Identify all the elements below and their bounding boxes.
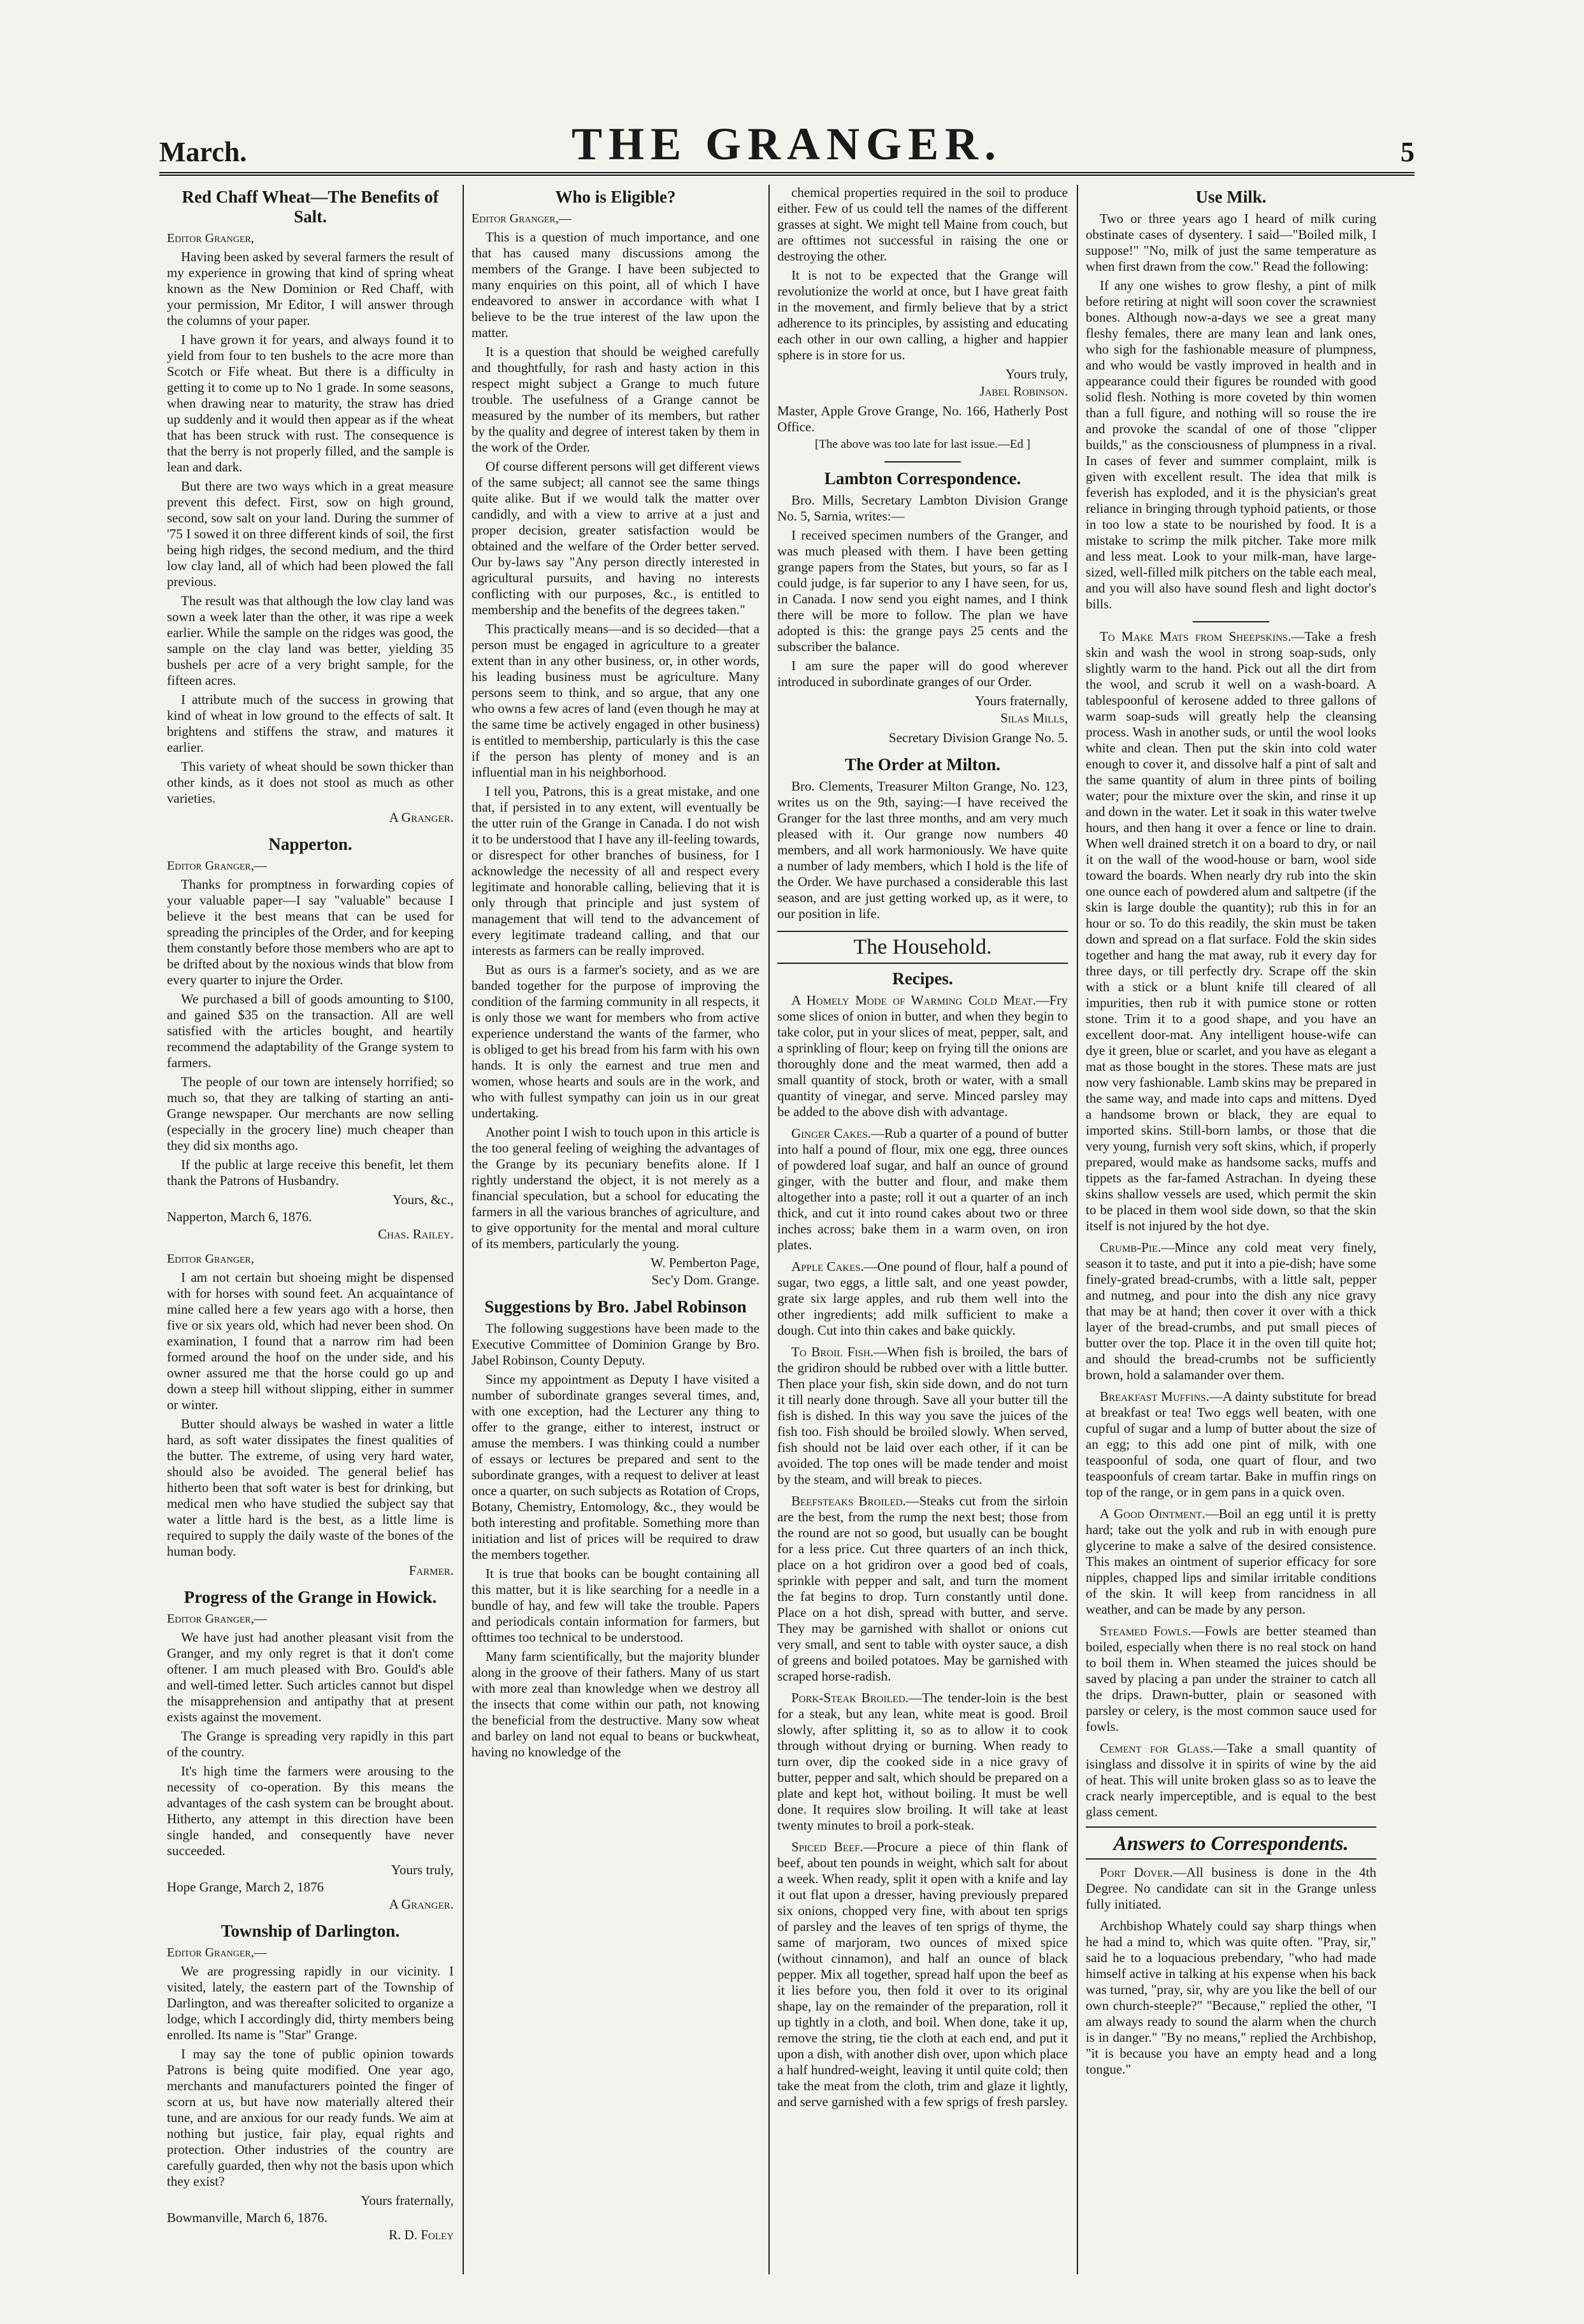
paragraph: I received specimen numbers of the Granger, and was much pleased with them. I have been getting grange papers from the States, but yours, so far as I could judge, is far superior to any I have seen, for us, in Canada. I now send you eight names, and I think there will be more to follow. The plan we have adopted is this: the grange pays 25 cents and the subscriber the balance. bbox=[777, 527, 1068, 654]
column-4 bbox=[1086, 185, 1376, 2268]
paragraph: The following suggestions have been made to the Executive Committee of Dominion Grange by Bro. Jabel Robinson, County Deputy. bbox=[472, 1321, 760, 1368]
recipe-title: Spiced Beef. bbox=[791, 1839, 863, 1854]
paragraph: Butter should always be washed in water a little hard, as soft water dissipates the finest qualities of the butter. The extreme, of using very hard water, should also be avoided. The general belief has hitherto been that soft water is best for drinking, but medical men who have studied the subject say that water a little hard is the best, as a little lime is required to supply the daily waste of the bones of the human body. bbox=[167, 1416, 454, 1559]
signature-title: Sec'y Dom. Grange. bbox=[651, 1272, 760, 1288]
recipe bbox=[777, 1493, 1068, 1684]
dateline: Napperton, March 6, 1876. bbox=[167, 1209, 312, 1224]
paragraph: This variety of wheat should be sown thicker than other kinds, as it does not stool as much as other varieties. bbox=[167, 759, 454, 806]
paragraph: It is true that books can be bought containing all this matter, but it is like searching for a needle in a bundle of hay, and few will take the trouble. Papers and periodicals contain information for farmers, but ofttimes too technical to be understood. bbox=[472, 1566, 760, 1645]
article-heading: Township of Darlington. bbox=[220, 1921, 400, 1940]
paragraph: I am sure the paper will do good wherever introduced in subordinate granges of our Order. bbox=[777, 658, 1068, 689]
dateline: Bowmanville, March 6, 1876. bbox=[167, 2210, 328, 2225]
recipe bbox=[777, 1690, 1068, 1833]
article-horses-and-water bbox=[167, 1251, 454, 1579]
tip-text: —Take a small quantity of isinglass and dissolve it in spirits of wine by the aid of heat. This will unite broken glass so as to leave the crack nearly imperceptible, and is equal to the best glass cement. bbox=[1086, 1740, 1376, 1819]
recipe-title: Ginger Cakes. bbox=[791, 1126, 871, 1141]
article-red-chaff-wheat bbox=[167, 187, 454, 826]
salutation: Editor Granger, bbox=[167, 231, 254, 245]
paragraph: Having been asked by several farmers the result of my experience in growing that kind of spring wheat known as the New Dominion or Red Chaff, with your permission, Mr Editor, I will answer through the columns of your paper. bbox=[167, 249, 454, 328]
anecdote: Archbishop Whately could say sharp things when he had a mind to, which was quite often. "Pray, sir," said he to a loquacious prebendary, "who had made himself active in talking at his expense when his back was turned, "pray, sir, why are you like the bell of our own church-steeple?" "Because," replied the other, "I am always ready to sound the alarm when the church is in danger." "By no means," replied the Archbishop, "it is because you have an empty head and a long tongue." bbox=[1086, 1918, 1376, 2077]
salutation: Editor Granger,— bbox=[167, 1612, 267, 1626]
answer-item bbox=[1086, 1865, 1376, 1912]
tip-text: —Fowls are better steamed than boiled, especially when there is no real stock on hand to boil them in. When steamed the juices should be saved by placing a pan under the strainer to catch all the drips. Drawn-butter, plain or seasoned with parsley or celery, is the most common sauce used for fowls. bbox=[1086, 1623, 1376, 1734]
salutation: Editor Granger, bbox=[167, 1252, 254, 1266]
tip-text: —Mince any cold meat very finely, season it to taste, and put it into a pie-dish; have some finely-grated bread-crumbs, with a little salt, pepper and nutmeg, and pour into the dish any nice gravy that may be at hand; then cover it over with a thick layer of the bread-crumbs, and put small pieces of butter over the top. Place it in the oven till quite hot; and should the bread-crumbs not be sufficiently brown, hold a salamander over them. bbox=[1086, 1240, 1376, 1382]
paragraph: It is not to be expected that the Grange will revolutionize the world at once, but I have great faith in the movement, and firmly believe that by a strict adherence to its principles, by assisting and educating each other in our own calling, a higher and happier sphere is in store for us. bbox=[777, 268, 1068, 362]
paragraph: I tell you, Patrons, this is a great mistake, and one that, if persisted in to any extent, will eventually be the utter ruin of the Grange in Canada. I do not wish it to be understood that I have any ill-feeling towards, or disrespect for other branches of business, for I acknowledge the necessity of all and respect every legitimate and honorable calling, believing that it is only through that principle and just system of management that will tend to the advancement of every legitimate tradeand calling, and that our interests as farmers can be really improved. bbox=[472, 784, 760, 958]
closing: Yours truly, bbox=[391, 1862, 454, 1877]
recipe-title: Beefsteaks Broiled. bbox=[791, 1493, 906, 1509]
tip-title: Cement for Glass. bbox=[1100, 1740, 1214, 1756]
newspaper-title: THE GRANGER. bbox=[571, 118, 1003, 169]
household-tip bbox=[1086, 1240, 1376, 1383]
tip-title: Steamed Fowls. bbox=[1100, 1623, 1192, 1639]
recipe-title: To Broil Fish. bbox=[791, 1344, 874, 1359]
divider bbox=[1193, 621, 1269, 622]
signature: A Granger. bbox=[389, 1897, 454, 1912]
masthead bbox=[159, 115, 1415, 176]
paragraph: If any one wishes to grow fleshy, a pint of milk before retiring at night will soon cover the scrawniest bones. Although now-a-days we see a great many fleshy females, there are many lean and lank ones, who sigh for the fashionable measure of plumpness, and who would be vastly improved in health and in appearance could their figures be rounded with good solid flesh. Nothing is more coveted by thin women than a full figure, and nothing will so rouse the ire and provoke the scandal of one of those "clipper builds," as the consciousness of plumpness in a rival. In cases of fever and summer complaint, milk is given with excellent result. The idea that milk is feverish has exploded, and it is the physician's great reliance in bringing through typhoid patients, or those in too low a state to be nourished by food. It is a mistake to scrimp the milk pitcher. Take more milk and less meat. Look to your milk-man, have large-sized, well-filled milk pitchers on the table each meal, and you will also have sound flesh and light doctor's bills. bbox=[1086, 278, 1376, 612]
column-2 bbox=[472, 185, 760, 2268]
paragraph: Another point I wish to touch upon in this article is the too general feeling of weighing the advantages of the Grange by its pecuniary benefits alone. If I rightly understand the object, it is not merely as a financial speculation, but a school for educating the farmers in all the various branches of agriculture, and to give opportunity for the mental and moral culture of its members, particularly the young. bbox=[472, 1124, 760, 1251]
paragraph: We purchased a bill of goods amounting to $100, and gained $35 on the transaction. All are well satisfied with the articles bought, and heartily recommend the adaptability of the Grange system to farmers. bbox=[167, 991, 454, 1070]
page-number: 5 bbox=[1400, 136, 1415, 168]
recipe-title: Pork-Steak Broiled. bbox=[791, 1690, 909, 1705]
editor-note: [The above was too late for last issue.—Ed ] bbox=[814, 438, 1031, 451]
recipe-text: —Fry some slices of onion in butter, and when they begin to take color, put in your slices of meat, pepper, salt, and a sprinkling of flour; keep on frying till the onions are thoroughly done and the meat warmed, then add a small quantity of stock, broth or water, with a small quantity of vinegar, and serve. Minced parsley may be added to the above dish with advantage. bbox=[777, 993, 1068, 1119]
article-napperton bbox=[167, 835, 454, 1242]
signature: Silas Mills, bbox=[1000, 710, 1068, 726]
salutation: Editor Granger,— bbox=[167, 1946, 267, 1960]
section-heading-household: The Household. bbox=[777, 931, 1068, 964]
paragraph: The result was that although the low clay land was sown a week later than the other, it was ripe a week earlier. While the sample on the ridges was good, the sample on the clay land was better, yielding 35 bushels per acre of a very bright sample, for the fifteen acres. bbox=[167, 593, 454, 688]
salutation: Editor Granger,— bbox=[472, 212, 572, 226]
paragraph: I have grown it for years, and always found it to yield from four to ten bushels to the acre more than Scotch or Fife wheat. But there is a difficulty in getting it to come up to No 1 grade. In some seasons, when drawing near to maturity, the straw has dried up suddenly and it would then appear as if the wheat that has been struck with rust. The consequence is that the berry is not properly filled, and the sample is lean and dark. bbox=[167, 332, 454, 475]
recipe bbox=[777, 1259, 1068, 1338]
article-lambton bbox=[777, 469, 1068, 746]
article-heading: Red Chaff Wheat—The Benefits of Salt. bbox=[182, 187, 439, 226]
tip-title: Breakfast Muffins. bbox=[1100, 1389, 1209, 1404]
paragraph: We have just had another pleasant visit from the Granger, and my only regret is that it don't come oftener. I am much pleased with Bro. Gould's able and well-timed letter. Such articles cannot but dispel the misapprehension and antipathy that at present exists against the movement. bbox=[167, 1630, 454, 1725]
recipe-text: —Steaks cut from the sirloin are the best, from the rump the next best; those from the round are not so good, but usually can be bought for a less price. Cut three quarters of an inch thick, place on a hot gridiron over a good bed of coals, sprinkle with pepper and salt, and turn the moment the fat begins to drop. Turn constantly until done. Place on a hot dish, spread with butter, and serve. They may be garnished with shallot or onions cut very small, and sent to table with oyster sauce, a dish of greens and boiled potatoes. May be garnished with scraped horse-radish. bbox=[777, 1493, 1068, 1684]
paragraph: chemical properties required in the soil to produce either. Few of us could tell the names of the different grasses at sight. We might tell Maine from couch, but are ofttimes not successful in raising the one or destroying the other. bbox=[777, 185, 1068, 264]
answer-title: Port Dover. bbox=[1100, 1865, 1173, 1880]
article-heading: Napperton. bbox=[268, 835, 352, 854]
paragraph: But there are two ways which in a great measure prevent this defect. First, sow on high ground, second, sow salt on your land. During the summer of '75 I sowed it on three different kinds of soil, the first being high ridges, the second medium, and the third low clay land, all of which had been plowed the fall previous. bbox=[167, 478, 454, 589]
article-heading: Who is Eligible? bbox=[555, 187, 676, 206]
article-heading: Use Milk. bbox=[1195, 187, 1267, 206]
article-darlington bbox=[167, 1921, 454, 2243]
recipe bbox=[777, 1344, 1068, 1488]
paragraph: Since my appointment as Deputy I have visited a number of subordinate granges several times, and, with one exception, had the Lecturer any thing to offer to the grange, either to interest, instruct or amuse the members. I was thinking could a number of essays or lectures be prepared and sent to the subordinate granges, with a request to deliver at least once a quarter, on such subjects as Rotation of Crops, Botany, Chemistry, Entomology, &c., they would be both interesting and profitable. Something more than initiation and list of prices will be required to draw the members together. bbox=[472, 1372, 760, 1562]
paragraph: Of course different persons will get different views of the same subject; all cannot see the same things quite alike. But if we would talk the matter over candidly, and with a view to arrive at a just and proper decision, greater satisfaction would be obtained and the welfare of the Order better served. Our by-laws say "Any person directly interested in agricultural pursuits, and having no interests conflicting with our purposes, &c., is entitled to membership and the benefits of the degrees taken." bbox=[472, 459, 760, 617]
signature: A Granger. bbox=[389, 810, 454, 825]
signature: Farmer. bbox=[408, 1563, 454, 1578]
closing: Yours fraternally, bbox=[361, 2193, 454, 2208]
paragraph: But as ours is a farmer's society, and as we are banded together for the purpose of improving the condition of the farming community in all respects, it is only those we want for members who from active experience understand the wants of the farmer, who is obliged to get his bread from his farm with his own hands. It is only the earnest and true men and women, whose hearts and souls are in the work, and who with fullest sympathy can join us in our great undertaking. bbox=[472, 962, 760, 1121]
signature: R. D. Foley bbox=[389, 2227, 454, 2242]
salutation: Editor Granger,— bbox=[167, 859, 267, 873]
article-milton bbox=[777, 755, 1068, 922]
recipes-heading: Recipes. bbox=[892, 969, 953, 988]
answer-text: —All business is done in the 4th Degree. No candidate can sit in the Grange unless fully initiated. bbox=[1086, 1865, 1376, 1912]
paragraph: Two or three years ago I heard of milk curing obstinate cases of dysentery. I said—"Boiled milk, I suppose!" "No, milk of just the same temperature as when first drawn from the cow." Read the following: bbox=[1086, 211, 1376, 274]
article-howick bbox=[167, 1588, 454, 1912]
paragraph: Thanks for promptness in forwarding copies of your valuable paper—I say "valuable" because I believe it the best means that can be used for spreading the principles of the Order, and for keeping them constantly before those members who are apt to be drifted about by the noxious winds that blow from every quarter to injure the Order. bbox=[167, 877, 454, 987]
article-heading: Suggestions by Bro. Jabel Robinson bbox=[484, 1297, 747, 1316]
signature: Jabel Robinson. bbox=[979, 384, 1068, 399]
household-tip bbox=[1086, 1623, 1376, 1735]
paragraph: The Grange is spreading very rapidly in this part of the country. bbox=[167, 1728, 454, 1760]
recipe-text: —The tender-loin is the best for a steak, but any lean, white meat is good. Broil slowly, after splitting it, so as to allow it to cook through without drying or burning. When ready to turn over, dip the cooked side in a nice gravy of butter, pepper and salt, which should be prepared on a plate and kept hot, without boiling. It must be well done. It requires slow broiling. It will take at least twenty minutes to broil a pork-steak. bbox=[777, 1690, 1068, 1833]
paragraph: The people of our town are intensely horrified; so much so, that they are talking of starting an anti-Grange newspaper. Our merchants are now selling (especially in the grocery line) much cheaper than they did six months ago. bbox=[167, 1074, 454, 1153]
tip-text: —A dainty substitute for bread at breakfast or tea! Two eggs well beaten, with one cupful of sugar and a lump of butter about the size of an egg; to this add one pint of milk, with one teaspoonful of soda, one quart of flour, and two teaspoonfuls of cream tartar. Bake in muffin rings on top of the range, or in gem pans in a quick oven. bbox=[1086, 1389, 1376, 1500]
article-use-milk bbox=[1086, 187, 1376, 612]
tip-text: —Boil an egg until it is pretty hard; take out the yolk and rub in with enough pure glycerine to make a salve of the desired consistence. This makes an ointment of superior efficacy for sore nipples, chapped lips and similar irritable conditions of the skin. It will keep from rancidness in all weather, and can be made by any person. bbox=[1086, 1506, 1376, 1617]
address: Master, Apple Grove Grange, No. 166, Hatherly Post Office. bbox=[777, 403, 1068, 434]
paragraph: We are progressing rapidly in our vicinity. I visited, lately, the eastern part of the Township of Darlington, and was thereafter solicited to organize a lodge, which I accordingly did, thirty members being enrolled. Its name is "Star" Grange. bbox=[167, 1963, 454, 2042]
paragraph: I am not certain but shoeing might be dispensed with for horses with sound feet. An acquaintance of mine called here a few years ago with a horse, then five or six years old, which had never been shod. On examination, I found that a narrow rim had been formed around the hoof on the under side, and his owner assured me that the horse could go up and down a steep hill without slipping, either in summer or winter. bbox=[167, 1270, 454, 1412]
issue-month: March. bbox=[159, 136, 247, 168]
article-heading: Progress of the Grange in Howick. bbox=[184, 1588, 437, 1607]
recipe-text: —One pound of flour, half a pound of sugar, two eggs, a little salt, and one yeast powder, grate six large apples, and rub them well into the other ingredients; add milk sufficient to make a dough. Cut into thin cakes and bake quickly. bbox=[777, 1259, 1068, 1338]
column-rule bbox=[463, 185, 464, 2274]
recipe bbox=[777, 1126, 1068, 1253]
signature: W. Pemberton Page, bbox=[651, 1255, 760, 1270]
tip-title: Crumb-Pie. bbox=[1100, 1240, 1162, 1255]
recipe-text: —Procure a piece of thin flank of beef, about ten pounds in weight, which salt for about a week. When ready, split it open with a knife and lay it out flat upon a dresser, having previously prepared six onions, chopped very fine, with about ten sprigs of parsley and the leaves of ten sprigs of thyme, the same of marjoram, two ounces of mixed spice (without cinnamon), and half an ounce of black pepper. Mix all together, spread half upon the beef as it lies before you, then fold it over to its original shape, lay on the remainder of the preparation, roll it up tightly in a cloth, and boil. When done, take it up, remove the string, tie the cloth at each end, and put it upon a dish, with another dish over, upon which place a half hundred-weight, leaving it until quite cold; then take the meat from the cloth, trim and glaze it lightly, and serve garnished with a few sprigs of fresh parsley. bbox=[777, 1839, 1068, 2109]
household-tip bbox=[1086, 1506, 1376, 1617]
recipe bbox=[777, 1839, 1068, 2110]
article-who-is-eligible bbox=[472, 187, 760, 1288]
dateline: Hope Grange, March 2, 1876 bbox=[167, 1879, 324, 1895]
closing: Yours truly, bbox=[1005, 366, 1068, 382]
tip-text: —Take a fresh skin and wash the wool in strong soap-suds, only slightly warm to the hand. Pick out all the dirt from the wool, and scrub it well on a wash-board. A tablespoonful of kerosene added to three gallons of warm soap-suds will greatly help the cleansing process. Wash in another suds, or until the wool looks white and clean. Then put the skin into cold water enough to cover it, and dissolve half a pint of salt and the same quantity of alum in three pints of boiling water; pour the mixture over the skin, and rinse it up and down in the water. Let it soak in this water twelve hours, and then hang it over a fence or line to drain. When well drained stretch it on a board to dry, or nail it on the wall of the wood-house or barn, wool side toward the boards. When nearly dry rub into the skin one ounce each of powdered alum and saltpetre (if the skin is large double the quantity); rub this in for an hour or so. To do this readily, the skin must be taken down and spread on a flat surface. Fold the skin sides together and hang the mat away, rub it every day for three days, or till perfectly dry. Scrape off the skin with a stick or a blunt knife till cleared of all impurities, then rub it with pumice stone or rotten stone. Trim it to a good shape, and you have an excellent door-mat. Any intelligent house-wife can dye it green, blue or scarlet, and you have as elegant a mat as those bought in the stores. These mats are just now very fashionable. Lamb skins may be prepared in the same way, and made into caps and mittens. Dyed a handsome brown or black, they are equal to imported skins. Still-born lambs, or those that die very young, furnish very soft skins, which, if properly prepared, would make as handsome sacks, muffs and tippets as the far-famed Astrachan. In dyeing these skins shallow vessels are used, which permit the skin to be placed in them wool side down, so that the skin itself is not injured by the hot dye. bbox=[1086, 629, 1376, 1233]
divider bbox=[884, 461, 961, 463]
article-heading: The Order at Milton. bbox=[845, 755, 1000, 774]
column-1 bbox=[167, 185, 454, 2268]
article-suggestions-robinson bbox=[472, 1297, 760, 1760]
paragraph: It is a question that should be weighed carefully and thoughtfully, for rash and hasty action in this respect might subject a Grange to much future trouble. The usefulness of a Grange cannot be measured by the number of its members, but rather by the quality and degree of interest taken by them in the work of the Order. bbox=[472, 344, 760, 455]
paragraph: This practically means—and is so decided—that a person must be engaged in agriculture to a greater extent than in any other business, or, in other words, his leading business must be agriculture. Many persons seem to think, and so argue, that any one who owns a few acres of land (even though he may at the same time be actively engaged in other business) is entitled to membership, particularly is this the case if the person has plenty of money and is an influential man in his neighborhood. bbox=[472, 621, 760, 780]
paragraph: It's high time the farmers were arousing to the necessity of co-operation. By this means the advantages of the cash system can be brought about. Hitherto, any attempt in this direction have been single handed, and consequently have never succeeded. bbox=[167, 1763, 454, 1858]
paragraph: If the public at large receive this benefit, let them thank the Patrons of Husbandry. bbox=[167, 1157, 454, 1188]
tip-title: To Make Mats from Sheepskins. bbox=[1100, 629, 1292, 644]
paragraph: I may say the tone of public opinion towards Patrons is being quite modified. One year ago, merchants and manufacturers pointed the finger of scorn at us, but have now materially altered their tune, and are anxious for our ready funds. We aim at nothing but justice, fair play, equal rights and protection. Other industries of the country are carefully guarded, then why not the basis upon which they exist? bbox=[167, 2046, 454, 2189]
recipe-title: A Homely Mode of Warming Cold Meat. bbox=[791, 993, 1036, 1008]
column-3 bbox=[777, 185, 1068, 2268]
paragraph: Many farm scientifically, but the majority blunder along in the groove of their fathers. Many of us start with more zeal than knowledge when we destroy all the insects that come within our path, not knowing the beneficial from the destructive. Many sow wheat and barley on land not equal to beans or buckwheat, having no knowledge of the bbox=[472, 1649, 760, 1760]
paragraph: Bro. Clements, Treasurer Milton Grange, No. 123, writes us on the 9th, saying:—I have received the Granger for the last three months, and am very much pleased with it. Our grange now numbers 40 members, and all work harmoniously. We have quite a number of lady members, which I hold is the life of the Order. We have purchased a considerable this last season, and are just getting worked up, as it were, to our position in life. bbox=[777, 778, 1068, 921]
recipe-title: Apple Cakes. bbox=[791, 1259, 864, 1274]
household-tip bbox=[1086, 1389, 1376, 1500]
paragraph: Bro. Mills, Secretary Lambton Division Grange No. 5, Sarnia, writes:— bbox=[777, 492, 1068, 524]
closing: Yours, &c., bbox=[392, 1192, 454, 1207]
section-heading-answers: Answers to Correspondents. bbox=[1086, 1826, 1376, 1860]
household-tip bbox=[1086, 629, 1376, 1234]
signature-title: Secretary Division Grange No. 5. bbox=[888, 730, 1068, 745]
column-rule bbox=[768, 185, 770, 2274]
tip-title: A Good Ointment. bbox=[1100, 1506, 1206, 1521]
paragraph: This is a question of much importance, and one that has caused many discussions among the members of the Grange. I have been subjected to many enquiries on this point, all of which I have endeavored to answer in accordance with what I believe to be the true interest of the law upon the matter. bbox=[472, 229, 760, 340]
household-tip bbox=[1086, 1740, 1376, 1820]
signature: Chas. Railey. bbox=[378, 1226, 454, 1242]
column-rule bbox=[1077, 185, 1078, 2274]
closing: Yours fraternally, bbox=[975, 693, 1068, 708]
recipe-text: —When fish is broiled, the bars of the gridiron should be rubbed over with a little butter. Then place your fish, skin side down, and do not turn it till nearly done through. Save all your butter till the fish is dished. In this way you save the juices of the fish too. Fish should be broiled slowly. When served, fish should not be laid over each other, if it can be avoided. The top ones will be made tender and moist by the steam, and will break to pieces. bbox=[777, 1344, 1068, 1487]
article-suggestions-continued bbox=[777, 185, 1068, 452]
recipe bbox=[777, 993, 1068, 1120]
article-heading: Lambton Correspondence. bbox=[824, 469, 1021, 488]
paragraph: I attribute much of the success in growing that kind of wheat in low ground to the effects of salt. It brightens and stiffens the straw, and matures it earlier. bbox=[167, 692, 454, 755]
recipe-text: —Rub a quarter of a pound of butter into half a pound of flour, mix one egg, three ounces of powdered loaf sugar, and half an ounce of ground ginger, with the butter and flour, and make them altogether into a paste; roll it out a quarter of an inch thick, and cut it into round cakes about two or three inches across; bake them in a warm oven, on iron plates. bbox=[777, 1126, 1068, 1252]
